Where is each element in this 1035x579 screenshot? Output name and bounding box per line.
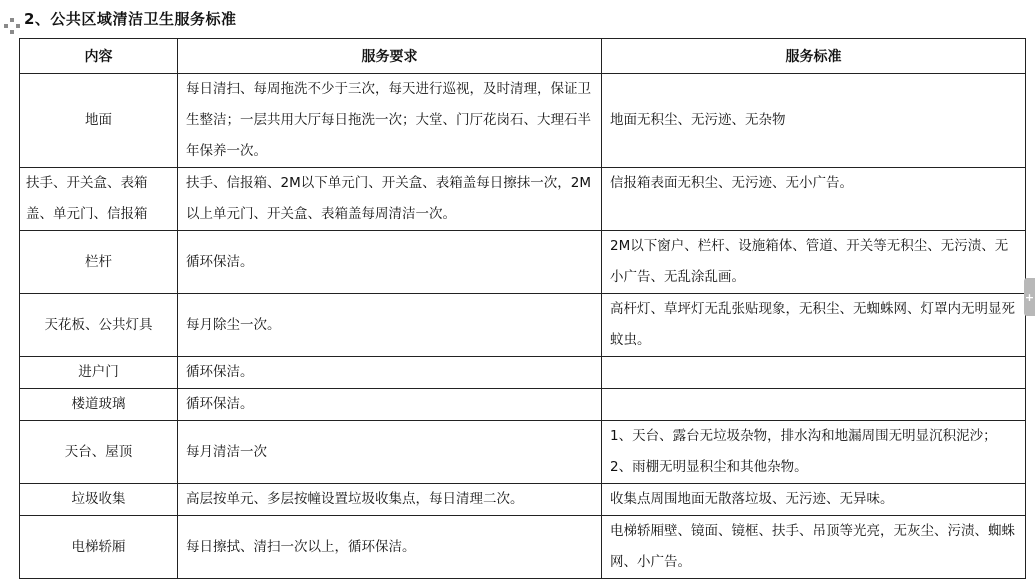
cell-standard: 收集点周围地面无散落垃圾、无污迹、无异味。	[602, 484, 1026, 516]
header-requirement: 服务要求	[178, 39, 602, 74]
table-row	[20, 484, 1026, 516]
cell-requirement: 每日擦拭、清扫一次以上，循环保洁。	[178, 516, 602, 579]
cell-content: 电梯轿厢	[20, 516, 178, 579]
cell-requirement: 循环保洁。	[178, 389, 602, 421]
move-handle-icon[interactable]	[4, 18, 20, 34]
cell-requirement: 循环保洁。	[178, 231, 602, 294]
cell-standard: 电梯轿厢壁、镜面、镜框、扶手、吊顶等光亮，无灰尘、污渍、蜘蛛网、小广告。	[602, 516, 1026, 579]
cell-content: 天花板、公共灯具	[20, 294, 178, 357]
cell-standard	[602, 389, 1026, 421]
table-row	[20, 516, 1026, 579]
cell-standard: 高杆灯、草坪灯无乱张贴现象，无积尘、无蜘蛛网、灯罩内无明显死蚊虫。	[602, 294, 1026, 357]
cell-requirement: 每月清洁一次	[178, 421, 602, 484]
section-heading: 2、公共区域清洁卫生服务标准	[24, 10, 237, 28]
cell-standard	[602, 357, 1026, 389]
plus-icon: +	[1024, 290, 1035, 304]
table-row	[20, 74, 1026, 168]
table-row	[20, 231, 1026, 294]
cell-content: 地面	[20, 74, 178, 168]
side-expand-tab[interactable]	[1024, 278, 1035, 316]
cell-standard: 2M以下窗户、栏杆、设施箱体、管道、开关等无积尘、无污渍、无小广告、无乱涂乱画。	[602, 231, 1026, 294]
cell-content: 扶手、开关盒、表箱盖、单元门、信报箱	[20, 168, 178, 231]
cell-requirement: 高层按单元、多层按幢设置垃圾收集点，每日清理二次。	[178, 484, 602, 516]
cell-requirement: 扶手、信报箱、2M以下单元门、开关盒、表箱盖每日擦抹一次，2M以上单元门、开关盒、表箱盖每周清洁一次。	[178, 168, 602, 231]
table-row	[20, 294, 1026, 357]
header-standard: 服务标准	[602, 39, 1026, 74]
cell-content: 栏杆	[20, 231, 178, 294]
service-standard-table	[19, 38, 1026, 579]
cell-standard: 1、天台、露台无垃圾杂物，排水沟和地漏周围无明显沉积泥沙；2、雨棚无明显积尘和其他杂物。	[602, 421, 1026, 484]
table-row	[20, 168, 1026, 231]
header-content: 内容	[20, 39, 178, 74]
cell-requirement: 循环保洁。	[178, 357, 602, 389]
table-row	[20, 421, 1026, 484]
cell-requirement: 每月除尘一次。	[178, 294, 602, 357]
cell-content: 进户门	[20, 357, 178, 389]
cell-content: 楼道玻璃	[20, 389, 178, 421]
table-row	[20, 389, 1026, 421]
cell-content: 天台、屋顶	[20, 421, 178, 484]
table-row	[20, 357, 1026, 389]
cell-content: 垃圾收集	[20, 484, 178, 516]
cell-standard: 信报箱表面无积尘、无污迹、无小广告。	[602, 168, 1026, 231]
table-header-row	[20, 39, 1026, 74]
cell-standard: 地面无积尘、无污迹、无杂物	[602, 74, 1026, 168]
cell-requirement: 每日清扫、每周拖洗不少于三次，每天进行巡视，及时清理，保证卫生整洁；一层共用大厅每日拖洗一次；大堂、门厅花岗石、大理石半年保养一次。	[178, 74, 602, 168]
